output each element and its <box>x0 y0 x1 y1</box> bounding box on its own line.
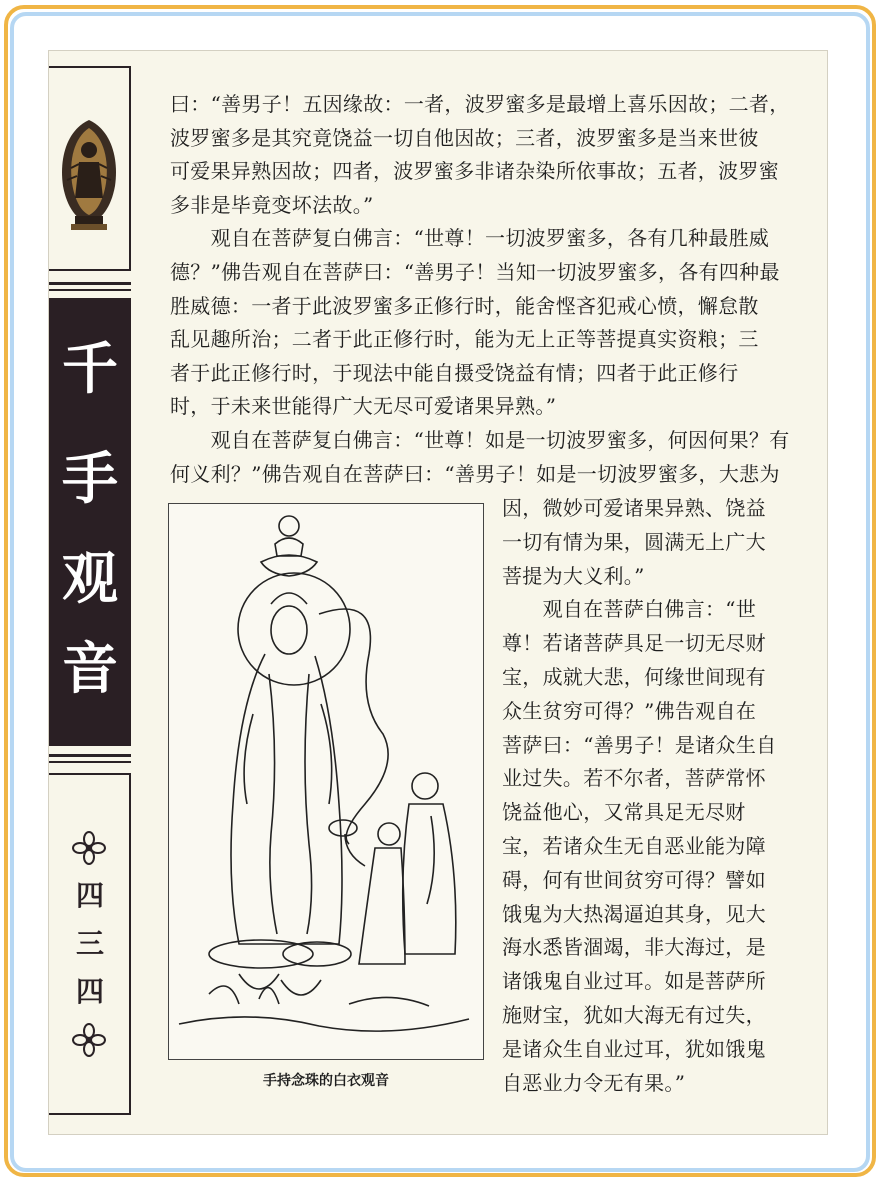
text-line: 饿鬼为大热渴逼迫其身，见大 <box>502 901 766 926</box>
text-line: 者于此正修行时，于现法中能自摄受饶益有情；四者于此正修行 <box>170 360 739 385</box>
page-number-char: 三 <box>75 927 104 960</box>
text-line: 菩萨曰：“善男子！是诸众生自 <box>502 732 777 757</box>
text-line: 波罗蜜多是其究竟饶益一切自他因故；三者，波罗蜜多是当来世彼 <box>170 125 759 150</box>
guanyin-illustration <box>168 503 484 1060</box>
flower-ornament-icon <box>71 830 107 866</box>
text-line: 乱见趣所治；二者于此正修行时，能为无上正等菩提真实资粮；三 <box>170 327 759 352</box>
text-line: 可爱果异熟因故；四者，波罗蜜多非诸杂染所依事故；五者，波罗蜜 <box>170 159 779 184</box>
text-line: 何义利？”佛告观自在菩萨曰：“善男子！如是一切波罗蜜多，大悲为 <box>170 461 780 486</box>
book-title-char: 观 <box>62 547 118 612</box>
text-line: 因，微妙可爱诸果异熟、饶益 <box>502 496 766 520</box>
text-line: 一切有情为果，圆满无上广大 <box>502 529 766 554</box>
sidebar-divider <box>49 754 131 757</box>
text-line: 业过失。若不尔者，菩萨常怀 <box>502 766 766 791</box>
sidebar-divider <box>49 289 131 291</box>
book-title-char: 千 <box>62 337 118 402</box>
text-line: 多非是毕竟变坏法故。” <box>170 192 374 217</box>
flower-ornament-icon <box>71 1022 107 1058</box>
text-line: 菩提为大义利。” <box>502 563 645 588</box>
book-title-char: 手 <box>62 447 118 512</box>
page-number-char: 四 <box>75 879 104 912</box>
sidebar-divider <box>49 761 131 763</box>
text-line: 海水悉皆涸竭，非大海过，是 <box>502 935 766 960</box>
text-line: 尊！若诸菩萨具足一切无尽财 <box>502 631 766 656</box>
text-line: 施财宝，犹如大海无有过失， <box>502 1003 766 1027</box>
text-line: 碍，何有世间贫穷可得？譬如 <box>502 867 766 892</box>
book-title-band <box>49 298 131 746</box>
book-title-char: 音 <box>62 637 118 702</box>
text-line: 观自在菩萨复白佛言：“世尊！一切波罗蜜多，各有几种最胜威 <box>170 226 770 251</box>
text-line: 曰：“善男子！五因缘故：一者，波罗蜜多是最增上喜乐因故；二者， <box>170 92 790 116</box>
text-line: 德？”佛告观自在菩萨曰：“善男子！当知一切波罗蜜多，各有四种最 <box>170 260 780 284</box>
text-line: 观自在菩萨复白佛言：“世尊！如是一切波罗蜜多，何因何果？有 <box>170 428 790 452</box>
sidebar-emblem-box <box>49 66 131 271</box>
text-line: 诸饿鬼自业过耳。如是菩萨所 <box>502 969 766 994</box>
text-line: 饶益他心，又常具足无尽财 <box>502 800 746 825</box>
text-line: 观自在菩萨白佛言：“世 <box>502 597 757 622</box>
text-line: 宝，若诸众生无自恶业能为障 <box>502 834 766 858</box>
guanyin-emblem-icon <box>49 68 129 268</box>
white-robed-guanyin-drawing-icon <box>169 504 483 1059</box>
text-line: 众生贫穷可得？”佛告观自在 <box>502 698 757 723</box>
sidebar-divider <box>49 282 131 285</box>
text-line: 胜威德：一者于此波罗蜜多正修行时，能舍悭吝犯戒心愤，懈怠散 <box>170 293 759 318</box>
text-line: 自恶业力令无有果。” <box>502 1070 686 1095</box>
text-line: 是诸众生自业过耳，犹如饿鬼 <box>502 1036 766 1061</box>
figure-caption: 手持念珠的白衣观音 <box>263 1073 389 1089</box>
text-line: 时，于未来世能得广大无尽可爱诸果异熟。” <box>170 394 557 419</box>
page-number-char: 四 <box>75 975 104 1008</box>
text-line: 宝，成就大悲，何缘世间现有 <box>502 665 766 689</box>
